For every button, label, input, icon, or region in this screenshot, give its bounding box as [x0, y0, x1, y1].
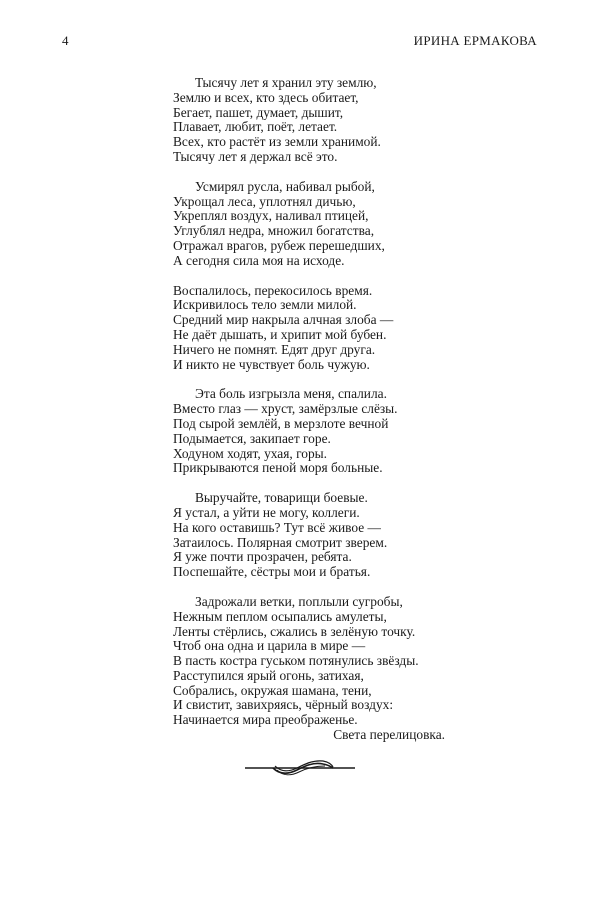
- running-head-author: ИРИНА ЕРМАКОВА: [413, 33, 537, 48]
- page-number: 4: [62, 33, 69, 48]
- poem-line: Тысячу лет я хранил эту землю,: [195, 75, 377, 90]
- stanza-6: [173, 595, 473, 743]
- poem-line: Укреплял воздух, наливал птицей,: [173, 208, 369, 224]
- poem-line: Не даёт дышать, и хрипит мой бубен.: [173, 326, 387, 342]
- stanza-5: [173, 491, 473, 580]
- stanza-2: [173, 180, 473, 269]
- stanza-3: [173, 284, 473, 373]
- poem-line: А сегодня сила моя на исходе.: [173, 252, 345, 268]
- poem-line: Тысячу лет я держал всё это.: [173, 148, 338, 164]
- poem-line: И никто не чувствует боль чужую.: [173, 356, 370, 372]
- poem-line: Отражал врагов, рубеж перешедших,: [173, 237, 385, 253]
- poem-line: Начинается мира преображенье.: [173, 712, 358, 728]
- poem-line: Прикрываются пеной моря больные.: [173, 460, 383, 476]
- poem-line: В пасть костра гуськом потянулись звёзды.: [173, 653, 419, 669]
- poem-line: Искривилось тело земли милой.: [173, 297, 357, 313]
- stanza-1: [173, 76, 473, 165]
- poem-line: Вместо глаз — хруст, замёрзлые слёзы.: [173, 401, 398, 417]
- poem-line: Нежным пеплом осыпались амулеты,: [173, 608, 387, 624]
- poem-line: На кого оставишь? Тут всё живое —: [173, 519, 381, 535]
- poem-line: Бегает, пашет, думает, дышит,: [173, 104, 344, 120]
- poem-line: Усмирял русла, набивал рыбой,: [195, 178, 375, 194]
- poem-line: Собрались, окружая шамана, тени,: [173, 682, 372, 698]
- stanza-4: [173, 387, 473, 476]
- poem-line: Подымается, закипает горе.: [173, 430, 331, 446]
- poem-line: Поспешайте, сёстры мои и братья.: [173, 564, 371, 580]
- poem-line: Ходуном ходят, ухая, горы.: [173, 445, 327, 461]
- poem-closing-line: Света перелицовка.: [333, 727, 445, 743]
- poem-line: Ленты стёрлись, сжались в зелёную точку.: [173, 623, 416, 639]
- poem-line: Под сырой землёй, в мерзлоте вечной: [173, 415, 389, 431]
- poem-line: Воспалилось, перекосилось время.: [173, 282, 373, 298]
- poem-line: Затаилось. Полярная смотрит зверем.: [173, 534, 388, 550]
- poem-line: Всех, кто растёт из земли хранимой.: [173, 134, 381, 150]
- poem-line: Укрощал леса, уплотнял дичью,: [173, 193, 356, 209]
- poem-line: Углублял недра, множил богатства,: [173, 223, 375, 239]
- poem-line: Задрожали ветки, поплыли сугробы,: [195, 593, 403, 609]
- poem-line: Я уже почти прозрачен, ребята.: [173, 549, 352, 565]
- poem-line: Расступился ярый огонь, затихая,: [173, 667, 364, 683]
- poem-line: И свистит, завихряясь, чёрный воздух:: [173, 697, 394, 713]
- poem-line: Землю и всех, кто здесь обитает,: [173, 89, 359, 105]
- poem-line: Я устал, а уйти не могу, коллеги.: [173, 504, 360, 520]
- poem-line: Средний мир накрыла алчная злоба —: [173, 312, 394, 328]
- poem-line: Ничего не помнят. Едят друг друга.: [173, 341, 376, 357]
- poem-line: Выручайте, товарищи боевые.: [195, 490, 368, 506]
- poem-line: Плавает, любит, поёт, летает.: [173, 119, 338, 135]
- wave-flourish-ornament-icon: [245, 758, 355, 778]
- poem-line: Эта боль изгрызла меня, спалила.: [195, 386, 387, 402]
- poem: [173, 76, 473, 758]
- poem-line: Чтоб она одна и царила в мире —: [173, 638, 366, 654]
